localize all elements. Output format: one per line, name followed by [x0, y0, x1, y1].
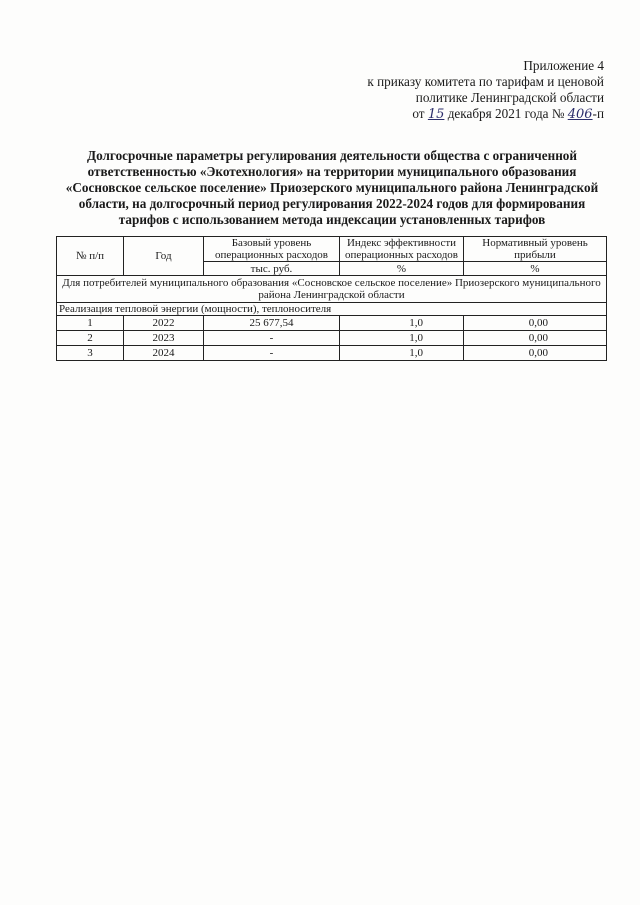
- header-profit-level: Нормативный уровень прибыли: [464, 237, 607, 262]
- header-number: № п/п: [57, 237, 124, 276]
- cell-number: 1: [57, 316, 124, 331]
- cell-base: -: [204, 331, 340, 346]
- cell-year: 2024: [124, 346, 204, 361]
- table-row: [57, 331, 607, 346]
- appendix-number: Приложение 4: [523, 58, 604, 73]
- cell-profit: 0,00: [464, 346, 607, 361]
- cell-index: 1,0: [340, 331, 464, 346]
- cell-number: 2: [57, 331, 124, 346]
- cell-year: 2023: [124, 331, 204, 346]
- header-base-level: Базовый уровень операционных расходов: [204, 237, 340, 262]
- cell-profit: 0,00: [464, 316, 607, 331]
- header-efficiency-index: Индекс эффективности операционных расходов: [340, 237, 464, 262]
- date-middle: декабря 2021 года №: [447, 106, 565, 121]
- date-prefix: от: [412, 106, 425, 121]
- activity-row: [57, 303, 607, 316]
- handwritten-order-number: 406: [567, 107, 593, 122]
- cell-index: 1,0: [340, 346, 464, 361]
- cell-number: 3: [57, 346, 124, 361]
- appendix-committee-line: политике Ленинградской области: [415, 90, 604, 105]
- handwritten-day: 15: [427, 107, 445, 122]
- consumer-group-row: [57, 276, 607, 303]
- order-suffix: -п: [592, 106, 604, 121]
- table-row: [57, 346, 607, 361]
- appendix-reference: [304, 58, 604, 123]
- title-line: ответственностью «Экотехнология» на территории муниципального образования: [87, 164, 577, 179]
- document-title: [62, 148, 602, 228]
- title-line: области, на долгосрочный период регулирования 2022-2024 годов для формирования: [78, 196, 586, 211]
- consumer-group-label: Для потребителей муниципального образования «Сосновское сельское поселение» Приозерского муниципального района Ленинградской области: [57, 276, 607, 303]
- activity-label: Реализация тепловой энергии (мощности), теплоносителя: [57, 303, 607, 316]
- title-line: Долгосрочные параметры регулирования деятельности общества с ограниченной: [87, 148, 577, 163]
- cell-year: 2022: [124, 316, 204, 331]
- table-row: [57, 316, 607, 331]
- cell-base: -: [204, 346, 340, 361]
- title-line: «Сосновское сельское поселение» Приозерского муниципального района Ленинградской: [65, 180, 599, 195]
- unit-profit: %: [464, 262, 607, 276]
- header-year: Год: [124, 237, 204, 276]
- unit-index: %: [340, 262, 464, 276]
- parameters-table: [56, 236, 607, 361]
- unit-base: тыс. руб.: [204, 262, 340, 276]
- cell-profit: 0,00: [464, 331, 607, 346]
- header-row: [57, 237, 607, 262]
- title-line: тарифов с использованием метода индексации установленных тарифов: [118, 212, 546, 227]
- cell-base: 25 677,54: [204, 316, 340, 331]
- cell-index: 1,0: [340, 316, 464, 331]
- appendix-date-line: [304, 106, 604, 123]
- appendix-order-line: к приказу комитета по тарифам и ценовой: [367, 74, 604, 89]
